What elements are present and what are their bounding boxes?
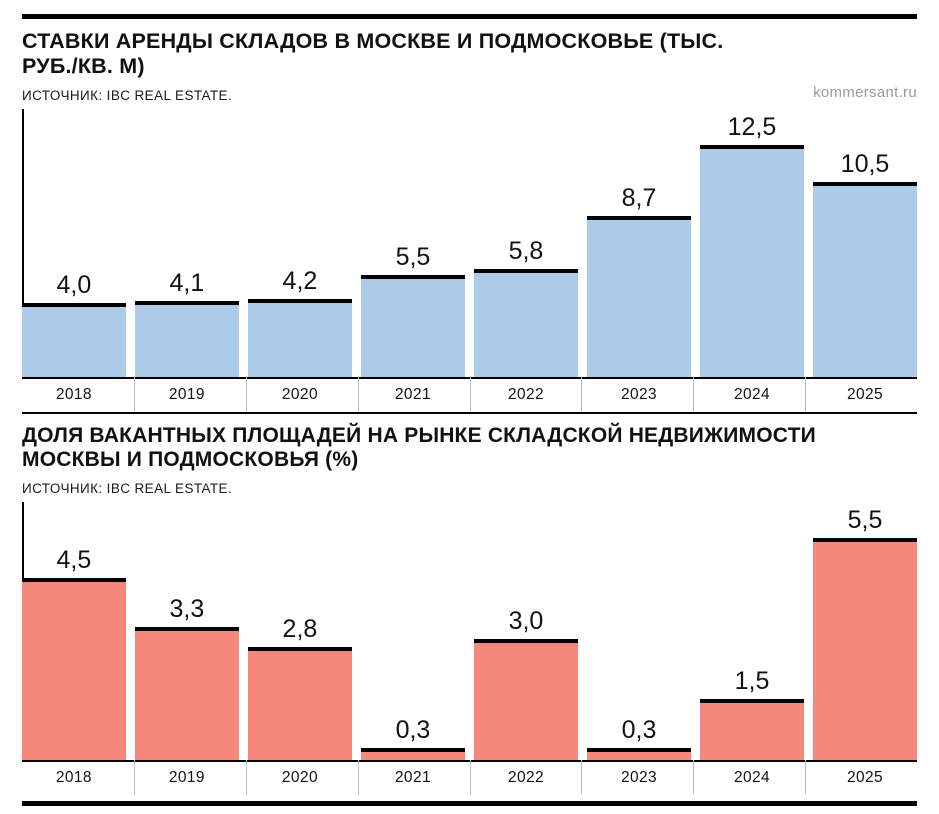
bar-group bbox=[248, 266, 352, 377]
bar-value-label: 3,0 bbox=[508, 607, 544, 636]
bar bbox=[813, 538, 917, 760]
bar-group bbox=[474, 609, 578, 760]
x-axis-2 bbox=[22, 760, 917, 795]
plot-area-2 bbox=[22, 502, 917, 760]
x-axis-tick bbox=[805, 377, 806, 411]
bar-value-label: 5,5 bbox=[395, 242, 431, 271]
bar-value-label: 0,3 bbox=[395, 716, 431, 745]
source-note-1: ИСТОЧНИК: IBC REAL ESTATE. bbox=[22, 87, 233, 103]
x-tick-label: 2021 bbox=[394, 769, 431, 787]
bar-value-label: 4,0 bbox=[56, 270, 92, 299]
bar bbox=[135, 627, 239, 760]
bar-value-label: 8,7 bbox=[621, 183, 657, 212]
bar-column bbox=[474, 109, 578, 377]
bar-value-label: 0,3 bbox=[621, 716, 657, 745]
x-axis-tick bbox=[470, 760, 471, 794]
bar-chart-rental-rates bbox=[22, 109, 917, 412]
bar bbox=[22, 303, 126, 377]
bar-column bbox=[813, 502, 917, 760]
chart-section-vacancy bbox=[22, 424, 917, 796]
bar bbox=[474, 639, 578, 760]
page-title: СТАВКИ АРЕНДЫ СКЛАДОВ В МОСКВЕ И ПОДМОСКОВЬЕ (ТЫС. РУБ./КВ. М) bbox=[22, 29, 724, 79]
bar-group bbox=[474, 236, 578, 377]
x-axis-tick bbox=[581, 760, 582, 794]
bar-column bbox=[474, 502, 578, 760]
bar bbox=[22, 578, 126, 760]
bar-value-label: 4,2 bbox=[282, 266, 318, 295]
bar-column bbox=[813, 109, 917, 377]
bar-group bbox=[135, 597, 239, 760]
x-tick-label: 2019 bbox=[168, 385, 205, 403]
x-tick-label: 2022 bbox=[507, 385, 545, 403]
bar-column bbox=[22, 109, 126, 377]
bar-value-label: 3,3 bbox=[169, 595, 205, 624]
bar-column bbox=[700, 109, 804, 377]
x-tick-label: 2023 bbox=[620, 385, 658, 403]
bar-group bbox=[587, 183, 691, 377]
watermark: kommersant.ru bbox=[813, 84, 917, 101]
bar-value-label: 5,8 bbox=[508, 236, 544, 265]
bar-group bbox=[587, 718, 691, 760]
bar bbox=[474, 269, 578, 377]
x-axis-tick bbox=[134, 377, 135, 411]
x-axis-tick bbox=[246, 760, 247, 794]
bar-value-label: 5,5 bbox=[847, 506, 883, 535]
x-axis-tick bbox=[693, 760, 694, 794]
bar-column bbox=[587, 109, 691, 377]
bar-chart-vacancy bbox=[22, 502, 917, 795]
x-tick-label: 2025 bbox=[846, 769, 884, 787]
bar-group bbox=[361, 242, 465, 377]
x-axis-tick bbox=[358, 377, 359, 411]
bar-column bbox=[22, 502, 126, 760]
bar-group bbox=[361, 718, 465, 760]
bar-value-label: 4,5 bbox=[56, 546, 92, 575]
x-axis-tick bbox=[805, 760, 806, 794]
x-tick-label: 2024 bbox=[733, 769, 771, 787]
bar bbox=[135, 301, 239, 377]
x-tick-label: 2024 bbox=[733, 385, 771, 403]
bar-column bbox=[587, 502, 691, 760]
bar bbox=[813, 182, 917, 377]
bar-group bbox=[248, 617, 352, 760]
bar-group bbox=[135, 268, 239, 377]
top-rule bbox=[22, 14, 917, 19]
bar bbox=[700, 699, 804, 760]
x-tick-label: 2020 bbox=[281, 769, 318, 787]
x-axis-tick bbox=[581, 377, 582, 411]
x-tick-label: 2020 bbox=[281, 385, 318, 403]
plot-area-1 bbox=[22, 109, 917, 377]
bar-value-label: 12,5 bbox=[727, 112, 777, 141]
bar-column bbox=[248, 502, 352, 760]
x-axis-tick bbox=[134, 760, 135, 794]
x-tick-label: 2023 bbox=[620, 769, 658, 787]
x-axis-tick bbox=[358, 760, 359, 794]
x-tick-label: 2018 bbox=[55, 769, 92, 787]
bottom-rule bbox=[22, 801, 917, 806]
bar-value-label: 10,5 bbox=[840, 149, 890, 178]
bar-column bbox=[361, 502, 465, 760]
bar bbox=[587, 748, 691, 760]
page-title-2: ДОЛЯ ВАКАНТНЫХ ПЛОЩАДЕЙ НА РЫНКЕ СКЛАДСКОЙ НЕДВИЖИМОСТИ МОСКВЫ И ПОДМОСКОВЬЯ (%) bbox=[22, 423, 816, 472]
bar-group bbox=[813, 149, 917, 377]
bar bbox=[361, 748, 465, 760]
x-tick-label: 2018 bbox=[55, 385, 92, 403]
x-axis-tick bbox=[693, 377, 694, 411]
bar-column bbox=[135, 502, 239, 760]
bar-column bbox=[361, 109, 465, 377]
x-tick-label: 2021 bbox=[394, 385, 431, 403]
bar-group bbox=[22, 548, 126, 760]
x-axis-tick bbox=[246, 377, 247, 411]
divider-rule bbox=[22, 412, 917, 414]
bar-column bbox=[700, 502, 804, 760]
x-axis-tick bbox=[470, 377, 471, 411]
bar-group bbox=[700, 112, 804, 377]
bar bbox=[248, 299, 352, 377]
bar bbox=[361, 275, 465, 377]
bar-group bbox=[700, 669, 804, 760]
bar-group bbox=[813, 508, 917, 760]
bar-column bbox=[135, 109, 239, 377]
bar bbox=[587, 216, 691, 377]
bar bbox=[248, 647, 352, 760]
bar-value-label: 2,8 bbox=[282, 615, 318, 644]
x-tick-label: 2019 bbox=[168, 769, 205, 787]
x-axis-1 bbox=[22, 377, 917, 412]
source-note-2: ИСТОЧНИК: IBC REAL ESTATE. bbox=[22, 481, 233, 497]
bar-value-label: 1,5 bbox=[734, 667, 770, 696]
bar-value-label: 4,1 bbox=[169, 268, 205, 297]
bar-column bbox=[248, 109, 352, 377]
bar-group bbox=[22, 270, 126, 377]
x-tick-label: 2022 bbox=[507, 769, 545, 787]
bar bbox=[700, 145, 804, 377]
chart-section-rental-rates bbox=[22, 29, 917, 412]
infographic-page bbox=[0, 14, 939, 814]
x-tick-label: 2025 bbox=[846, 385, 884, 403]
